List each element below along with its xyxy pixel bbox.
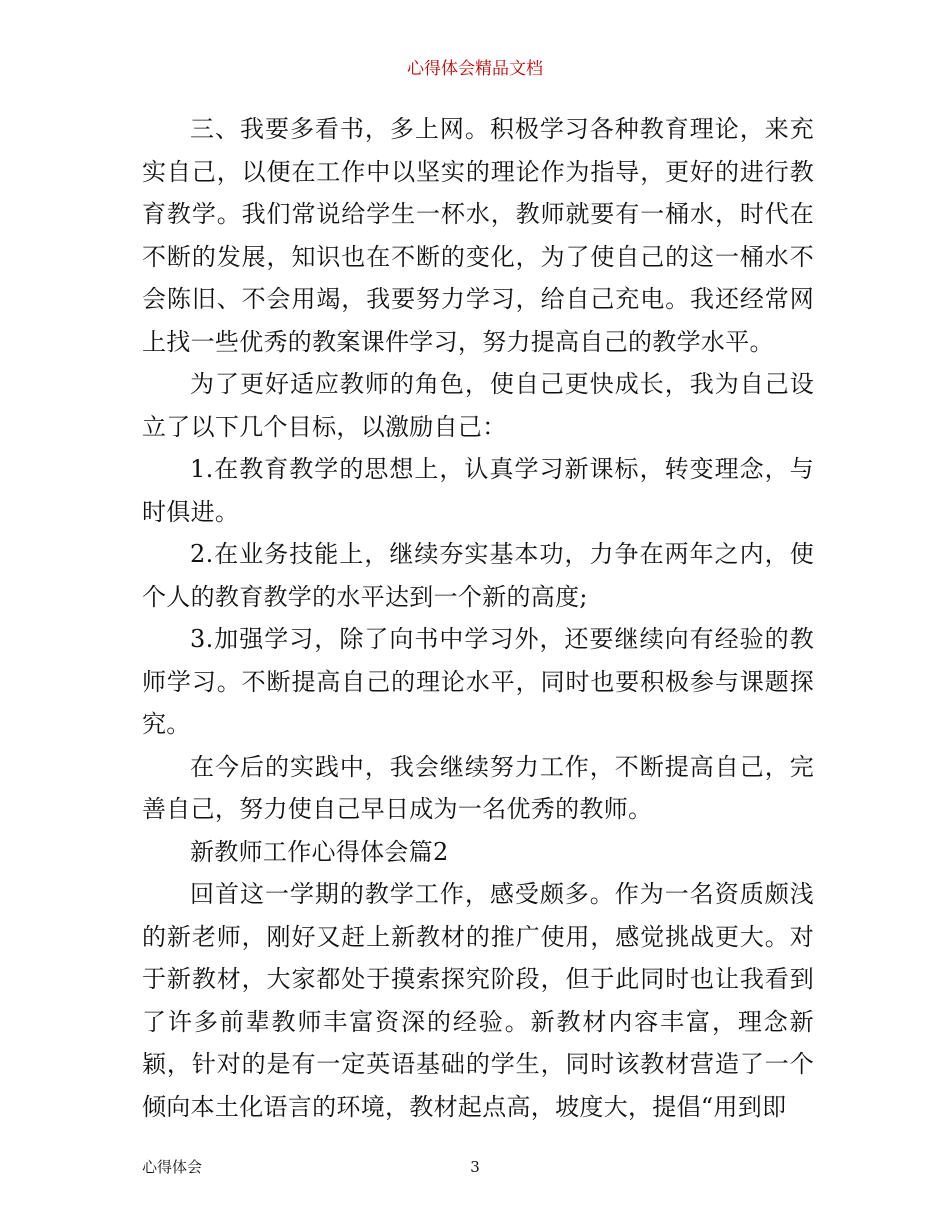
document-body — [142, 108, 814, 1128]
section-heading: 新教师工作心得体会篇2 — [190, 837, 449, 866]
page-header-title: 心得体会精品文档 — [407, 59, 543, 79]
paragraph-goal-2: 2.在业务技能上，继续夯实基本功，力争在两年之内，使个人的教育教学的水平达到一个新的高度; — [142, 540, 814, 611]
paragraph-conclusion: 在今后的实践中，我会继续努力工作，不断提高自己，完善自己，努力使自己早日成为一名优秀的教师。 — [142, 752, 814, 823]
page-number: 3 — [470, 1158, 480, 1176]
paragraph-goal-1: 1.在教育教学的思想上，认真学习新课标，转变理念，与时俱进。 — [142, 455, 814, 526]
paragraph-goals-intro: 为了更好适应教师的角色，使自己更快成长，我为自己设立了以下几个目标，以激励自己： — [142, 370, 814, 441]
paragraph-goal-3: 3.加强学习，除了向书中学习外，还要继续向有经验的教师学习。不断提高自己的理论水平，同时也要积极参与课题探究。 — [142, 625, 814, 738]
paragraph-study-theory: 三、我要多看书，多上网。积极学习各种教育理论，来充实自己，以便在工作中以坚实的理论作为指导，更好的进行教育教学。我们常说给学生一杯水，教师就要有一桶水，时代在不断的发展，知识也在不断的变化，为了使自己的这一桶水不会陈旧、不会用竭，我要努力学习，给自己充电。我还经常网上找一些优秀的教案课件学习，努力提高自己的教学水平。 — [142, 115, 814, 356]
paragraph-semester-review: 回首这一学期的教学工作，感受颇多。作为一名资质颇浅的新老师，刚好又赶上新教材的推广使用，感觉挑战更大。对于新教材，大家都处于摸索探究阶段，但于此同时也让我看到了许多前辈教师丰富资深的经验。新教材内容丰富，理念新颖，针对的是有一定英语基础的学生，同时该教材营造了一个倾向本土化语言的环境，教材起点高，坡度大，提倡“用到即 — [142, 880, 814, 1121]
footer-label: 心得体会 — [142, 1158, 203, 1176]
